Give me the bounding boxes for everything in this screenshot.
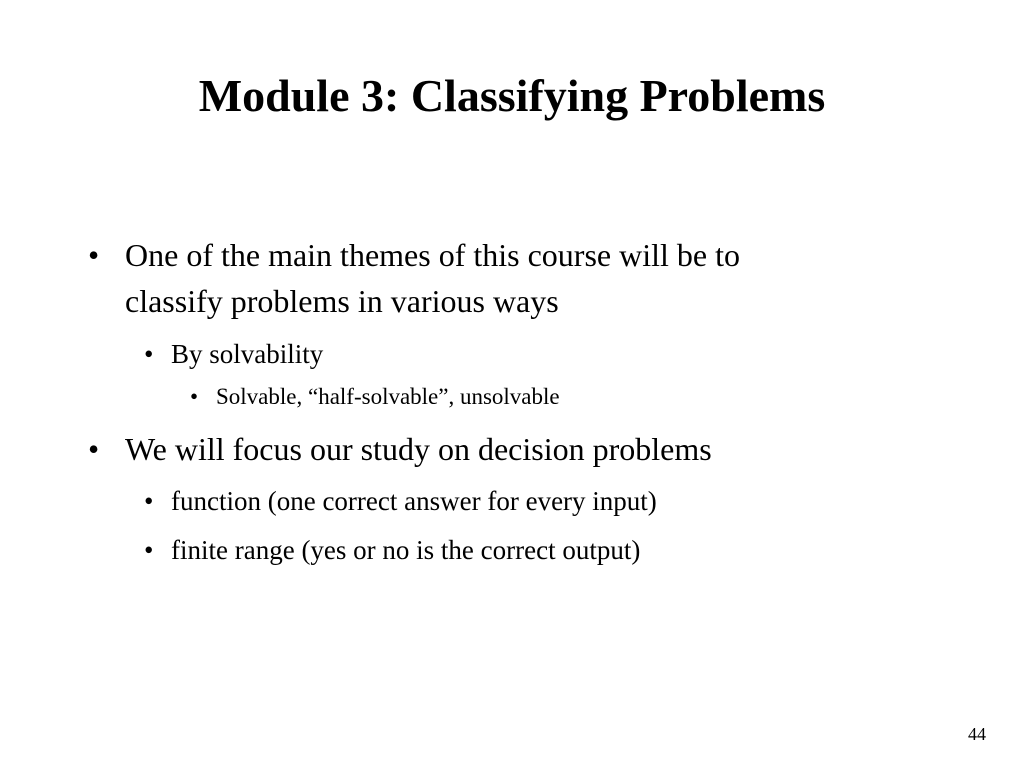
- bullet-level1-themes: [88, 232, 988, 324]
- slide-title: Module 3: Classifying Problems: [198, 70, 826, 121]
- bullet-text-line2: classify problems in various ways: [125, 283, 559, 319]
- page-number: 44: [968, 724, 986, 744]
- bullet-text-line1: One of the main themes of this course will be to: [125, 237, 740, 273]
- bullet-dot-icon: •: [144, 339, 154, 369]
- bullet-text: [125, 232, 740, 324]
- bullet-text: function (one correct answer for every input): [171, 486, 657, 516]
- bullet-dot-icon: •: [144, 486, 154, 516]
- bullet-text: finite range (yes or no is the correct output): [171, 535, 641, 565]
- bullet-level2-finite-range: [144, 531, 904, 569]
- bullet-dot-icon: •: [144, 535, 154, 565]
- bullet-text: Solvable, “half-solvable”, unsolvable: [216, 384, 560, 409]
- bullet-dot-icon: •: [88, 431, 100, 467]
- bullet-level3-solvable: [190, 381, 890, 413]
- bullet-text: We will focus our study on decision problems: [125, 431, 712, 467]
- bullet-text: By solvability: [171, 339, 324, 369]
- bullet-level2-function: [144, 482, 904, 520]
- bullet-level2-solvability: [144, 335, 844, 373]
- bullet-dot-icon: •: [88, 237, 100, 273]
- bullet-dot-icon: •: [190, 384, 199, 409]
- bullet-level1-decision-problems: [88, 426, 988, 472]
